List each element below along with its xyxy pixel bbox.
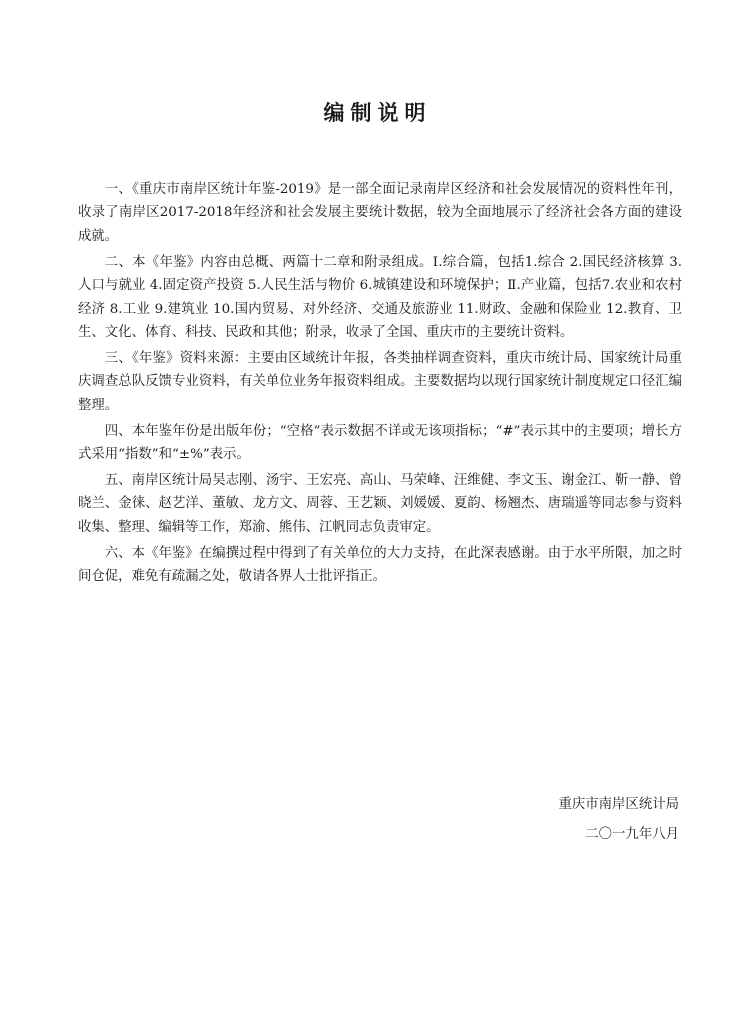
document-body xyxy=(78,178,682,591)
paragraph-5: 五、南岸区统计局吴志刚、汤宇、王宏亮、高山、马荣峰、汪维健、李文玉、谢金江、靳一静、曾晓兰、金徕、赵艺洋、董敏、龙方文、周蓉、王艺颖、刘媛媛、夏韵、杨翘杰、唐瑞遥等同志参与资料收集、整理、编辑等工作，郑渝、熊伟、江帆同志负责审定。 xyxy=(78,472,682,535)
paragraph-2: 二、本《年鉴》内容由总概、两篇十二章和附录组成。Ⅰ.综合篇，包括1.综合 2.国民经济核算 3.人口与就业 4.固定资产投资 5.人民生活与物价 6.城镇建设和环境保护；Ⅱ.产业篇，包括7.农业和农村经济 8.工业 9.建筑业 10.国内贸易、对外经济、交通及旅游业 11.财政、金融和保险业 12.教育、卫生、文化、体育、科技、民政和其他；附录，收录了全国、重庆市的主要统计资料。 xyxy=(78,254,682,340)
signature-date: 二〇一九年八月 xyxy=(585,827,679,842)
signature-organization: 重庆市南岸区统计局 xyxy=(558,797,679,812)
paragraph-3: 三、《年鉴》资料来源：主要由区域统计年报，各类抽样调查资料，重庆市统计局、国家统计局重庆调查总队反馈专业资料，有关单位业务年报资料组成。主要数据均以现行国家统计制度规定口径汇编整理。 xyxy=(78,350,682,413)
paragraph-6: 六、本《年鉴》在编撰过程中得到了有关单位的大力支持，在此深表感谢。由于水平所限，加之时间仓促，难免有疏漏之处，敬请各界人士批评指正。 xyxy=(78,545,682,584)
paragraph-1: 一、《重庆市南岸区统计年鉴-2019》是一部全面记录南岸区经济和社会发展情况的资料性年刊，收录了南岸区2017-2018年经济和社会发展主要统计数据，较为全面地展示了经济社会各方面的建设成就。 xyxy=(78,182,682,244)
paragraph-4: 四、本年鉴年份是出版年份；“空格”表示数据不详或无该项指标；“#”表示其中的主要项；增长方式采用“指数”和“±%”表示。 xyxy=(78,423,682,462)
signature-block xyxy=(558,790,679,850)
page-title: 编制说明 xyxy=(323,101,432,125)
